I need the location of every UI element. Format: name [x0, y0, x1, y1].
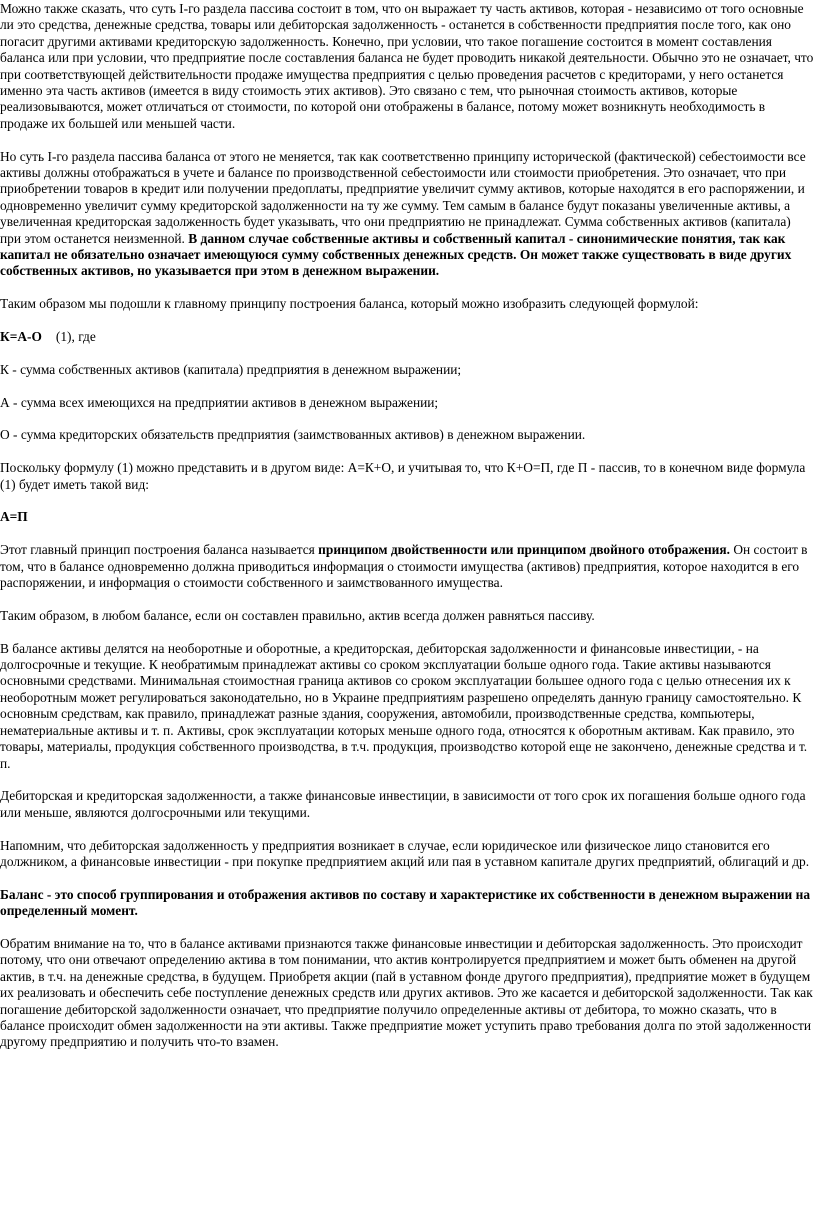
paragraph-bold-emphasis: Баланс - это способ группирования и отображения активов по составу и характеристике их собственности в денежном выражении на определенный момент. — [0, 886, 811, 919]
paragraph-text: Таким образом, в любом балансе, если он составлен правильно, актив всегда должен равняться пассиву. — [0, 607, 595, 623]
paragraph-text: Он состоит в том, что в балансе одновременно должна приводиться информация о стоимости имущества (активов) предприятия, которое находится в его распоряжении, и информация о стоимости собственного и заимствованного имущества. — [0, 542, 808, 591]
formula-expression: А=П — [0, 509, 28, 525]
paragraph-financial-investments — [0, 936, 814, 1051]
definition-a — [0, 395, 814, 411]
formula-label: (1), где — [55, 329, 96, 345]
definition-text: О - сумма кредиторских обязательств предприятия (заимствованных активов) в денежном выражении. — [0, 427, 586, 443]
paragraph-receivables-origin — [0, 838, 814, 871]
paragraph-text: Обратим внимание на то, что в балансе активами признаются также финансовые инвестиции и дебиторская задолженность. Это происходит потому, что они отвечают определению актива в том понимании, что актив контролируется предприятием и может быть обменен на другой актив, в т.ч. на денежные средства, в будущем. Приобретя акции (пай в уставном фонде другого предприятия), предприятие может в будущем их реализовать и обеспечить себе поступление денежных средств или других активов. Это же касается и дебиторской задолженности. Так как погашение дебиторской задолженности означает, что предприятие получило определенные активы от дебитора, то можно сказать, что в балансе происходит обмен задолженности на эти активы. Также предприятие может уступить право требования долга по этой задолженности другому предприятию и получить что-то взамен. — [0, 935, 813, 1050]
definition-o — [0, 427, 814, 443]
formula-expression: К=А-О — [0, 329, 42, 345]
paragraph-text: Но суть I-го раздела пассива баланса от этого не меняется, так как соответственно принципу исторической (фактической) себестоимости все активы должны отображаться в учете и балансе по производственной себестоимости или стоимости приобретения. Это означает, что при приобретении товаров в кредит или получении предоплаты, предприятие увеличит сумму активов, которые находятся в его распоряжении, и одновременно увеличит сумму кредиторской задолженности на ту же сумму. Тем самым в балансе будут показаны увеличенные активы, а увеличенная кредиторская задолженность будет указывать, что они предприятию не принадлежат. Сумма собственных активов (капитала) при этом останется неизменной. — [0, 148, 806, 246]
paragraph-receivables-payables — [0, 788, 814, 821]
definition-text: А - сумма всех имеющихся на предприятии активов в денежном выражении; — [0, 394, 439, 410]
paragraph-text: Поскольку формулу (1) можно представить и в другом виде: А=К+О, и учитывая то, что К+О=П, где П - пассив, то в конечном виде формула (1) будет иметь такой вид: — [0, 460, 806, 492]
formula-balance — [0, 509, 814, 525]
definition-text: К - сумма собственных активов (капитала) предприятия в денежном выражении; — [0, 361, 462, 377]
paragraph-historical-cost — [0, 149, 814, 280]
paragraph-text: Напомним, что дебиторская задолженность у предприятия возникает в случае, если юридическое или физическое лицо становится его должником, а финансовые инвестиции - при покупке предприятием акций или пая в уставном капитале других предприятий, облигаций и др. — [0, 837, 810, 869]
paragraph-main-principle-intro — [0, 296, 814, 312]
paragraph-formula-transform — [0, 460, 814, 493]
formula-capital — [0, 329, 814, 345]
definition-k — [0, 362, 814, 378]
paragraph-balance-definition — [0, 887, 814, 920]
paragraph-assets-equal-liabilities — [0, 608, 814, 624]
paragraph-bold-emphasis: В данном случае собственные активы и собственный капитал - синонимические понятия, так как капитал не обязательно означает имеющуюся сумму собственных денежных средств. Он может также существовать в виде других собственных активов, но указывается при этом в денежном выражении. — [0, 230, 792, 279]
paragraph-text: В балансе активы делятся на необоротные и оборотные, а кредиторская, дебиторская задолженности и финансовые инвестиции, - на долгосрочные и текущие. К необратимым принадлежат активы со сроком эксплуатации больше одного года. Такие активы называются основными средствами. Минимальная стоимостная граница активов со сроком эксплуатации большее одного года с целью отнесения их к необоротным может регулироваться законодательно, но в Украине предприятиям разрешено определять данную границу самостоятельно. К основным средствам, как правило, принадлежат разные здания, сооружения, автомобили, производственные средства, компьютеры, нематериальные активы и т. п. Активы, срок эксплуатации которых меньше одного года, относятся к оборотным активам. Как правило, это товары, материалы, продукция собственного производства, в т.ч. продукция, производство которой еще не закончено, денежные средства и т. п. — [0, 640, 808, 771]
paragraph-duality-principle — [0, 542, 814, 591]
paragraph-text: Таким образом мы подошли к главному принципу построения баланса, который можно изобразить следующей формулой: — [0, 296, 699, 312]
paragraph-text: Можно также сказать, что суть I-го раздела пассива состоит в том, что он выражает ту часть активов, которая - независимо от того основные ли это средства, денежные средства, товары или дебиторская задолженность - останется в собственности предприятия после того, как оно погасит другими активами кредиторскую задолженность. Конечно, при условии, что такое погашение состоится в момент составления баланса или при условии, что предприятие после составления баланса не будет проводить никакой деятельности. Обычно это не означает, что при соответствующей действительности продаже имущества предприятия с целью проведения расчетов с кредиторами, у него останется именно эта часть активов (имеется в виду стоимость этих активов). Это связано с тем, что рыночная стоимость активов, которые реализовываются, может отличаться от стоимости, по которой они отображены в балансе, потому может возникнуть необходимость в продаже их большей или меньшей части. — [0, 1, 814, 131]
paragraph-text: Этот главный принцип построения баланса называется — [0, 542, 315, 558]
paragraph-bold-emphasis: принципом двойственности или принципом двойного отображения. — [318, 542, 730, 558]
paragraph-asset-classification — [0, 641, 814, 772]
paragraph-section-one-meaning — [0, 1, 814, 132]
paragraph-text: Дебиторская и кредиторская задолженности, а также финансовые инвестиции, в зависимости от того срок их погашения больше одного года или меньше, являются долгосрочными или текущими. — [0, 788, 806, 820]
